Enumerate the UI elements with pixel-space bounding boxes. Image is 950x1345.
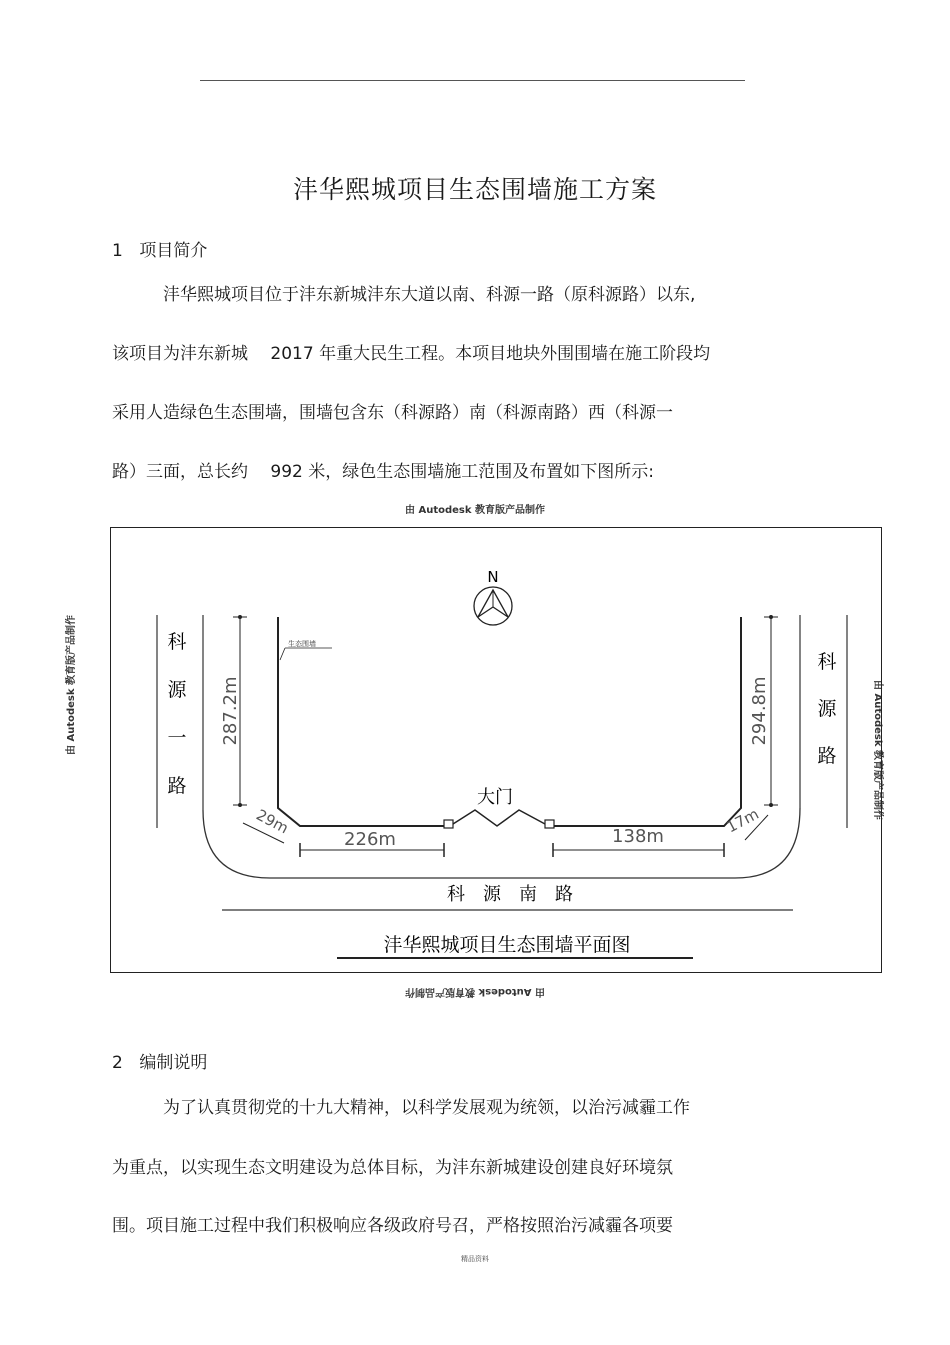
paragraph-line: 围。项目施工过程中我们积极响应各级政府号召，严格按照治污减霾各项要	[112, 1216, 673, 1236]
paragraph-line: 为重点，以实现生态文明建设为总体目标，为沣东新城建设创建良好环境氛	[112, 1158, 673, 1178]
east-road-name	[817, 651, 837, 767]
document-title: 沣华熙城项目生态围墙施工方案	[292, 175, 657, 204]
road-name-char: 路	[817, 745, 837, 767]
sw-corner-label: 29m	[253, 805, 292, 838]
watermark-bottom: 由 Autodesk 教育版产品制作	[405, 986, 546, 997]
road-name-char: 科	[817, 651, 837, 673]
road-name-char: 一	[167, 727, 187, 749]
section-2-title: 编制说明	[139, 1053, 208, 1073]
watermark-right: 由 Autodesk 教育版产品制作	[872, 680, 883, 821]
gate-post	[545, 820, 554, 828]
west-road-name	[167, 631, 187, 797]
south-west-length-label: 226m	[344, 829, 396, 850]
south-road-name: 科 源 南 路	[447, 884, 573, 905]
wall-east-south	[553, 617, 741, 826]
north-arrow-icon	[474, 587, 512, 625]
section-2-heading	[112, 1048, 207, 1073]
road-name-char: 源	[167, 679, 187, 701]
gate-icon	[453, 810, 545, 826]
north-label: N	[487, 568, 499, 586]
east-length-label: 294.8m	[749, 676, 770, 746]
se-corner-label: 17m	[723, 804, 762, 837]
gate-label: 大门	[477, 787, 513, 808]
wall-tag-leader	[280, 648, 285, 660]
west-length-label: 287.2m	[220, 676, 241, 746]
section-1-title: 项目简介	[139, 241, 208, 261]
footer-label: 精品资料	[461, 1255, 489, 1263]
road-name-char: 路	[167, 775, 187, 797]
road-name-char: 源	[817, 698, 837, 720]
paragraph-line: 为了认真贯彻党的十九大精神，以科学发展观为统领，以治污减霾工作	[163, 1098, 690, 1118]
paragraph-line: 路）三面，总长约 992 米，绿色生态围墙施工范围及布置如下图所示:	[112, 462, 654, 482]
road-curve	[203, 805, 800, 878]
paragraph-line: 采用人造绿色生态围墙，围墙包含东（科源路）南（科源南路）西（科源一	[112, 403, 673, 423]
road-name-char: 科	[167, 631, 187, 653]
wall-tag-label: 生态围墙	[288, 640, 316, 648]
paragraph-line: 沣华熙城项目位于沣东新城沣东大道以南、科源一路（原科源路）以东,	[163, 285, 696, 305]
figure-caption: 沣华熙城项目生态围墙平面图	[383, 934, 631, 956]
south-east-length-label: 138m	[612, 826, 664, 847]
section-2-number: 2	[112, 1053, 123, 1073]
watermark-left: 由 Autodesk 教育版产品制作	[66, 614, 77, 755]
watermark-top: 由 Autodesk 教育版产品制作	[404, 505, 545, 516]
paragraph-line: 该项目为沣东新城 2017 年重大民生工程。本项目地块外围围墙在施工阶段均	[112, 344, 711, 364]
section-1-number: 1	[112, 241, 123, 261]
gate-post	[444, 820, 453, 828]
